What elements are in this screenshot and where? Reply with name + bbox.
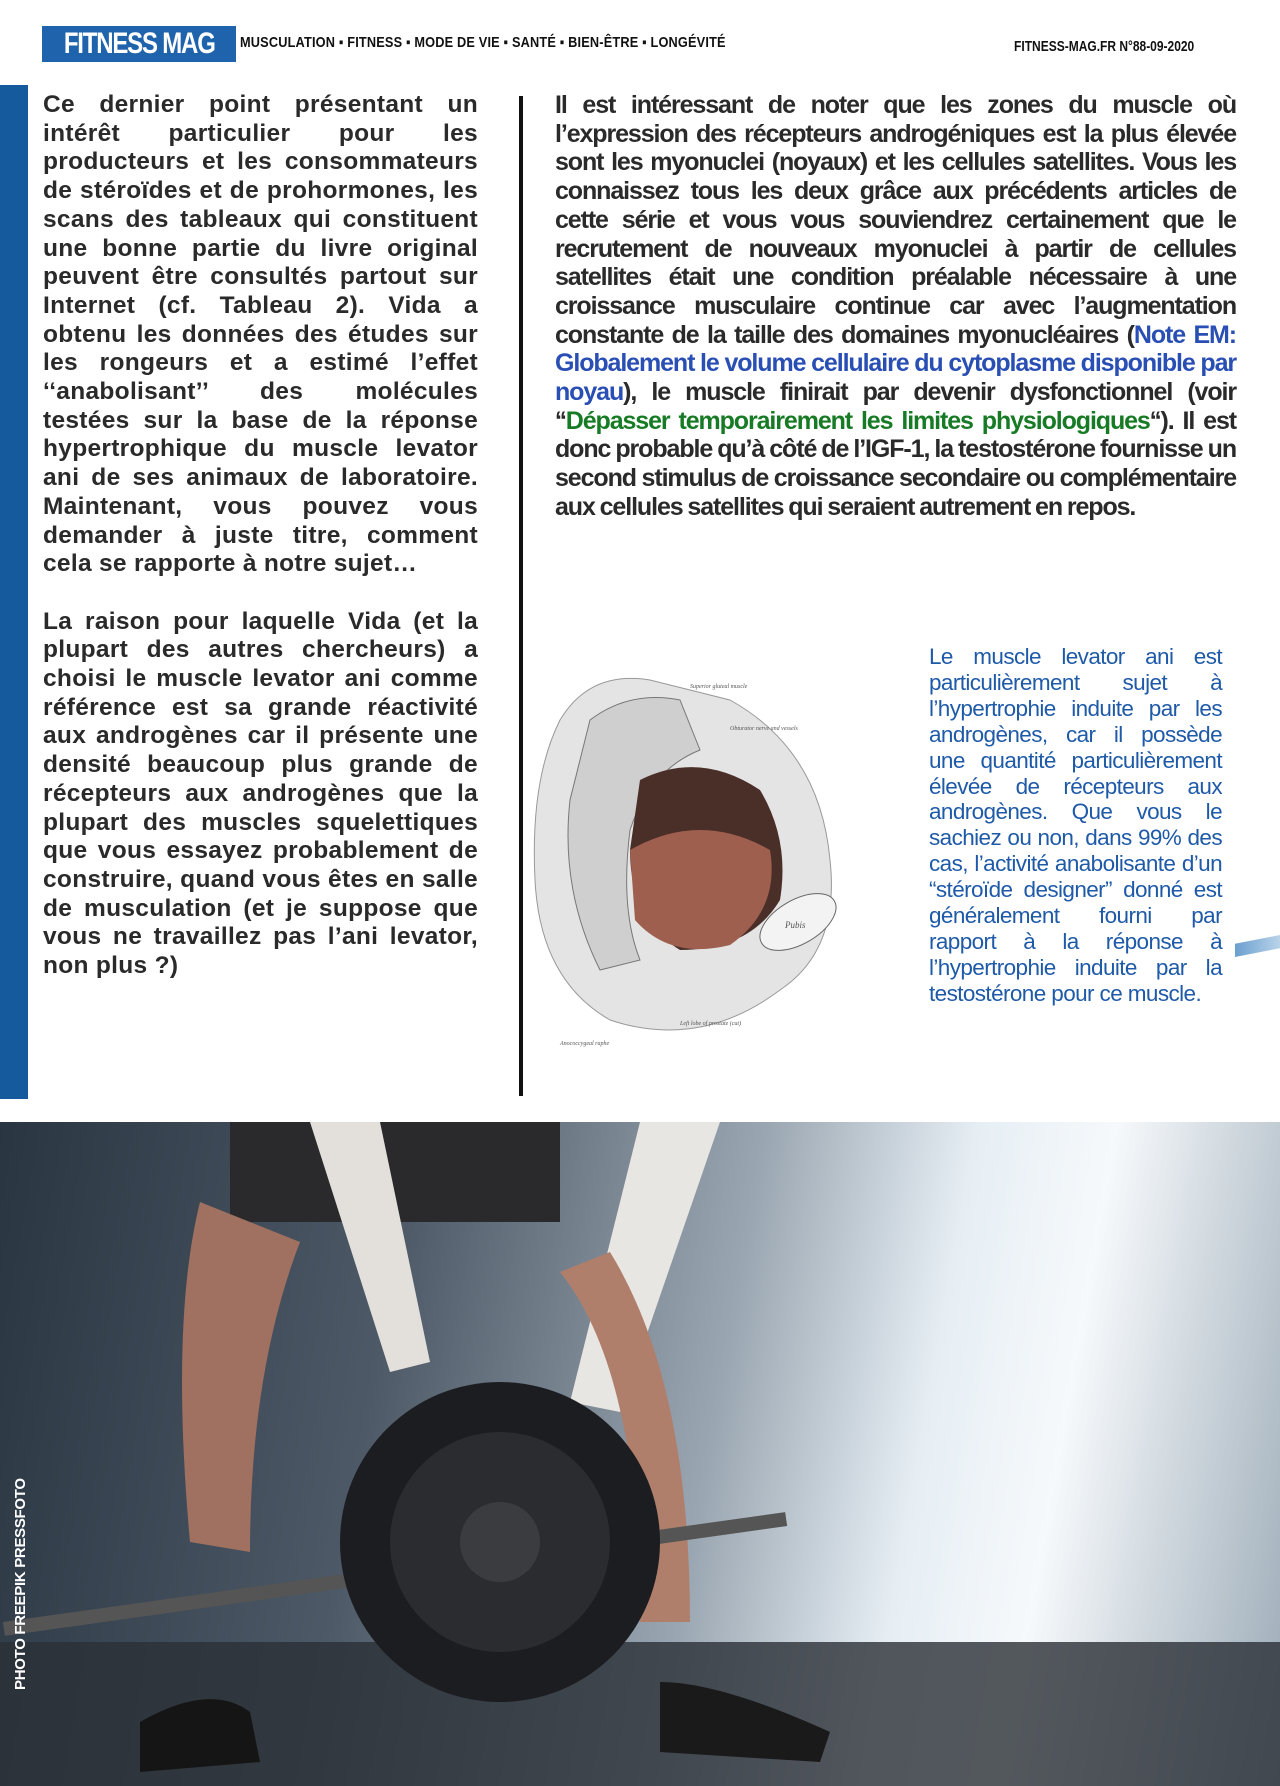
decorative-arrow (1235, 935, 1280, 957)
label-pubis: Pubis (785, 920, 806, 930)
label: Anococcygeal raphe (560, 1041, 610, 1047)
gym-photo (0, 1122, 1280, 1786)
label: Superior gluteal muscle (690, 684, 748, 690)
right-column: Il est intéressant de noter que les zones du muscle où l’expression des récepteurs androgéniques est la plus élevée sont les myonuclei (noyaux) et les cellules satellites. Vous les connaissez tous les deux grâce aux précédents articles de cette série et vous vous souviendrez certainement que le recrutement de nouveaux myonuclei à partir de cellules satellites était une condition préalable nécessaire à une croissance musculaire continue car avec l’augmentation constante de la taille des domaines myonucléaires (Note EM: Globalement le volume cellulaire du cytoplasme disponible par noyau), le muscle finirait par devenir dysfonctionnel (voir ‘‘Dépasser temporairement les limites physiologiques‘‘). Il est donc probable qu’à côté de l’IGF-1, la testostérone fournisse un second stimulus de croissance secondaire ou complémentaire aux cellules satellites qui seraient autrement en repos. (555, 91, 1236, 521)
label: Left lobe of prostate (cut) (680, 1021, 742, 1027)
label: Obturator nerve and vessels (730, 726, 798, 732)
figure-caption: Le muscle levator ani est particulièrement sujet à l’hypertrophie induite par les androgènes, car il possède une quantité particulièrement élevée de récepteurs aux androgènes. Que vous le sachiez ou non, dans 99% des cas, l’activité anabolisante d’un “stéroïde designer” donné est généralement fourni par rapport à la réponse à l’hypertrophie induite par la testostérone pour ce muscle. (929, 644, 1222, 1006)
photo-credit: PHOTO FREEPIK PRESSFOTO (12, 1478, 29, 1690)
side-accent-bar (0, 85, 28, 1099)
anatomy-illustration (530, 660, 883, 1050)
column-divider (519, 96, 523, 1096)
left-column (43, 91, 478, 1009)
article-link[interactable]: Dépasser temporairement les limites physiologiques (565, 406, 1150, 435)
deadlift-scene (0, 1122, 1280, 1786)
paragraph: Ce dernier point présentant un intérêt particulier pour les producteurs et les consommateurs de stéroïdes et de prohormones, les scans des tableaux qui constituent une bonne partie du livre original peuvent être consultés partout sur Internet (cf. Tableau 2). Vida a obtenu les données des études sur les rongeurs et a estimé l’effet ‘‘anabolisant’’ des molécules testées sur la base de la réponse hypertrophique du muscle levator ani de ses animaux de laboratoire. Maintenant, vous pouvez vous demander à juste titre, comment cela se rapporte à notre sujet… (43, 91, 478, 578)
paragraph: La raison pour laquelle Vida (et la plupart des autres chercheurs) a choisi le muscle levator ani comme référence est sa grande réactivité aux androgènes car il présente une densité beaucoup plus grande de récepteurs aux androgènes que la plupart des muscles squelettiques que vous essayez probablement de construire, quand vous êtes en salle de musculation (et je suppose que vous ne travaillez pas l’ani levator, non plus ?) (43, 607, 478, 980)
issue-info: FITNESS-MAG.FR N°88-09-2020 (1013, 38, 1194, 55)
editor-note: Note EM: Globalement le volume cellulaire du cytoplasme disponible par noyau (555, 320, 1236, 407)
section-nav: MUSCULATION ▪ FITNESS ▪ MODE DE VIE ▪ SANTÉ ▪ BIEN-ÊTRE ▪ LONGÉVITÉ (240, 34, 726, 51)
fitness-mag-logo[interactable]: FITNESS MAG (42, 26, 236, 62)
